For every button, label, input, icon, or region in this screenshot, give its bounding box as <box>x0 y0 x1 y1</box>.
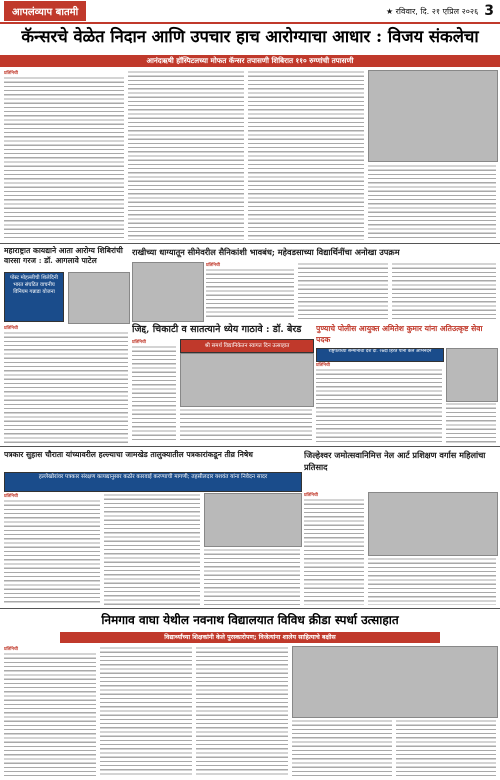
story2-byline: प्रतिनिधी <box>4 326 18 331</box>
story7-byline: प्रतिनिधी <box>304 493 318 498</box>
text-lines <box>292 719 392 776</box>
story6-photo <box>204 493 302 547</box>
story2-sidebar <box>4 272 64 322</box>
lead-photo <box>368 70 498 162</box>
lead-subhead: आनंदऋषी हॉस्पिटलच्या मोफत कॅन्सर तपासणी शिबिरात ११० रुग्णांची तपासणी <box>0 55 500 67</box>
story6-col-1 <box>4 493 100 605</box>
divider <box>0 608 500 609</box>
story3-col-3 <box>392 262 496 320</box>
story2-body <box>4 325 128 443</box>
text-lines <box>4 652 96 776</box>
story4-photo <box>180 353 314 407</box>
lead-headline-block <box>0 24 500 54</box>
lead-col-4 <box>368 164 496 240</box>
text-lines <box>132 345 176 443</box>
story4-col-1 <box>132 339 176 443</box>
story8-subhead: विद्यार्थ्यांच्या शिक्षकांनी केले पुरस्कारोपण; विजेत्यांना शालेय साहित्याचे बक्षीस <box>60 632 440 643</box>
story8-byline: प्रतिनिधी <box>4 647 18 652</box>
story5-photo <box>446 348 498 402</box>
lead-col-1 <box>4 70 124 240</box>
story7-col-1 <box>304 492 364 605</box>
text-lines <box>196 646 288 776</box>
story8-headline: निमगाव वाघा येथील नवनाथ विद्यालयात विविध क्रीडा स्पर्धा उत्साहात <box>101 613 399 627</box>
text-lines <box>100 646 192 776</box>
story6-kicker: हल्लेखोरांवर पत्रकार संरक्षण कायद्यानुसार कठोर कारवाई करण्याची मागणी; तहसीलदार यशवंत यांना निवेदन सादर <box>4 472 302 492</box>
text-lines <box>4 331 128 443</box>
story6-col-3 <box>204 548 300 605</box>
story7-headline-block <box>304 449 496 489</box>
story2-headline-block <box>4 246 128 270</box>
story6-headline: पत्रकार सुहास चौराता यांच्यावरील हल्ल्याचा जामखेड तालुक्यातील पत्रकारांकडून तीव्र निषेध <box>4 450 253 459</box>
story4-headline-block <box>132 323 312 337</box>
divider <box>0 243 500 244</box>
story8-col-2 <box>100 646 192 776</box>
text-lines <box>392 262 496 320</box>
text-lines <box>4 499 100 605</box>
story2-sidebar-title: पोस्ट मोहल्लीची शिलेदिनी भारत संघटित वाचनीय विनियम गन्नाडा योजना <box>10 275 58 295</box>
text-lines <box>180 408 312 443</box>
story8-col-1 <box>4 646 96 776</box>
story3-photo <box>132 262 204 322</box>
story5-headline-block <box>316 323 496 347</box>
lead-col-3 <box>248 70 364 240</box>
story5-byline: प्रतिनिधी <box>316 363 330 368</box>
story4-byline: प्रतिनिधी <box>132 340 146 345</box>
story3-headline-block <box>132 246 496 260</box>
story7-photo <box>368 492 498 556</box>
story8-headline-block <box>4 611 496 631</box>
text-lines <box>128 70 244 240</box>
page-header <box>0 0 500 24</box>
story3-col-1 <box>206 262 294 320</box>
story8-col-3 <box>196 646 288 776</box>
text-lines <box>396 719 496 776</box>
story7-col-2 <box>368 557 496 605</box>
story2-photo <box>68 272 130 324</box>
story5-col-1 <box>316 362 442 443</box>
story7-headline: जिल्हेश्वर जमोत्सवानिमित्त नेल आर्ट प्रशिक्षण वर्गास महिलांचा प्रतिसाद <box>304 450 486 472</box>
text-lines <box>104 493 200 605</box>
page-number: 3 <box>484 3 494 19</box>
text-lines <box>368 557 496 605</box>
story4-headline: जिद्द, चिकाटी व सातत्याने ध्येय गाठावे : डॉ. बेरड <box>132 324 302 335</box>
story8-col-5 <box>396 719 496 776</box>
divider <box>0 446 500 447</box>
masthead-brand: आपलंव्याप बातमी <box>4 1 86 21</box>
lead-headline: कॅन्सरचे वेळेत निदान आणि उपचार हाच आरोग्याचा आधार : विजय संकलेचा <box>21 27 479 46</box>
text-lines <box>368 164 496 240</box>
story2-headline: महाराष्ट्रात कायद्याने आता आरोग्य शिबिरांची वारसा गरज : डॉ. आगलावे पाटेल <box>4 246 123 265</box>
story8-photo <box>292 646 498 718</box>
story6-col-2 <box>104 493 200 605</box>
story3-col-2 <box>298 262 388 320</box>
story3-byline: प्रतिनिधी <box>206 263 220 268</box>
text-lines <box>248 70 364 240</box>
story8-col-4 <box>292 719 392 776</box>
text-lines <box>446 402 496 443</box>
story4-caption: श्री समर्थ विद्यानिकेतन स्वागत दिन उत्साहात <box>180 339 314 353</box>
text-lines <box>4 76 124 240</box>
story5-col-2 <box>446 402 496 443</box>
story6-headline-block <box>4 449 300 471</box>
story5-banner: राष्ट्रपतींच्या सन्मानाचा देश दो. २७दा हिरंत पानी केले अभिनंदन <box>316 348 444 362</box>
text-lines <box>316 368 442 443</box>
story4-col-2 <box>180 408 312 443</box>
text-lines <box>304 498 364 605</box>
text-lines <box>298 262 388 320</box>
text-lines <box>204 548 300 605</box>
story5-headline: पुण्याचे पोलीस आयुक्त अमितेश कुमार यांना अतिउत्कृष्ट सेवा पदक <box>316 324 483 344</box>
issue-date: ★ रविवार, दि. २१ एप्रिल २०२६ <box>385 6 479 16</box>
lead-col-2 <box>128 70 244 240</box>
story3-headline: राखीच्या धाग्यातून सीमेवरील सैनिकांशी भावबंध; महेवडसाच्या विद्यार्थिनींचा अनोखा उपक्रम <box>132 247 400 257</box>
text-lines <box>206 268 294 320</box>
lead-byline: प्रतिनिधी <box>4 71 18 76</box>
story6-byline: प्रतिनिधी <box>4 494 18 499</box>
